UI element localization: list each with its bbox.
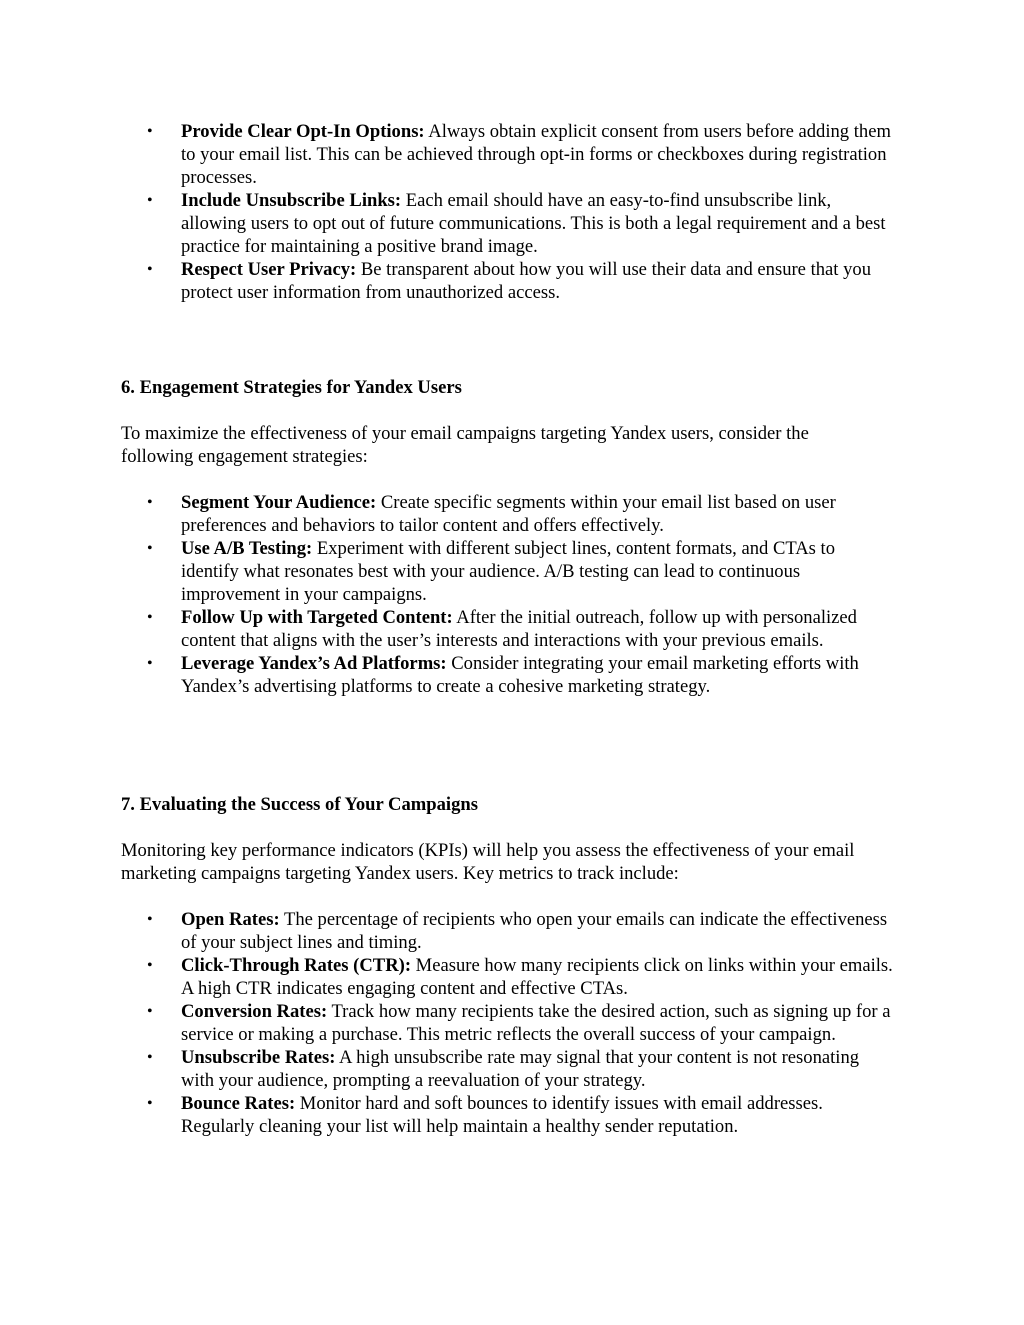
list-item-text: A high unsubscribe rate may signal that your content is not resonating with your audience, prompting a reevaluation of your strategy. bbox=[181, 1047, 860, 1091]
list-item bbox=[0, 954, 896, 1000]
list-item-term: Unsubscribe Rates: bbox=[181, 1047, 336, 1068]
list-item-text: After the initial outreach, follow up with personalized content that aligns with the user’s interests and interactions with your previous emails. bbox=[181, 607, 857, 651]
bullet-icon: • bbox=[147, 261, 153, 278]
list-item-term: Segment Your Audience: bbox=[181, 492, 377, 513]
bullet-icon: • bbox=[147, 609, 153, 626]
list-item-text: Monitor hard and soft bounces to identify issues with email addresses. Regularly cleaning your list will help maintain a healthy sender reputation. bbox=[181, 1093, 823, 1137]
list-item-term: Provide Clear Opt-In Options: bbox=[181, 121, 425, 142]
list-item-term: Use A/B Testing: bbox=[181, 538, 313, 559]
section-7-heading: 7. Evaluating the Success of Your Campaigns bbox=[121, 794, 478, 815]
list-item bbox=[0, 537, 896, 606]
bullet-icon: • bbox=[147, 494, 153, 511]
list-item-text: Experiment with different subject lines, content formats, and CTAs to identify what resonates best with your audience. A/B testing can lead to continuous improvement in your campaigns. bbox=[181, 538, 836, 605]
list-item bbox=[0, 258, 896, 304]
list-item-text: Measure how many recipients click on links within your emails. A high CTR indicates engaging content and effective CTAs. bbox=[181, 955, 893, 999]
list-item-term: Follow Up with Targeted Content: bbox=[181, 607, 453, 628]
list-item bbox=[0, 1000, 896, 1046]
list-item bbox=[0, 120, 896, 189]
list-item-term: Bounce Rates: bbox=[181, 1093, 296, 1114]
section-7-intro: Monitoring key performance indicators (KPIs) will help you assess the effectiveness of your email marketing campaigns targeting Yandex users. Key metrics to track include: bbox=[121, 840, 855, 884]
list-item-term: Include Unsubscribe Links: bbox=[181, 190, 402, 211]
list-item-term: Conversion Rates: bbox=[181, 1001, 328, 1022]
list-item bbox=[0, 1092, 896, 1138]
bullet-icon: • bbox=[147, 911, 153, 928]
list-item bbox=[0, 606, 896, 652]
list-item bbox=[0, 189, 896, 258]
kpi-metrics-list bbox=[0, 908, 1024, 1138]
list-item-text: The percentage of recipients who open your emails can indicate the effectiveness of your subject lines and timing. bbox=[181, 909, 888, 953]
list-item-text: Be transparent about how you will use their data and ensure that you protect user information from unauthorized access. bbox=[181, 259, 872, 303]
bullet-icon: • bbox=[147, 1049, 153, 1066]
list-item bbox=[0, 1046, 896, 1092]
consent-best-practices-list bbox=[0, 120, 1024, 304]
list-item bbox=[0, 652, 896, 698]
list-item-text: Create specific segments within your email list based on user preferences and behaviors to tailor content and offers effectively. bbox=[181, 492, 836, 536]
list-item-text: Each email should have an easy-to-find unsubscribe link, allowing users to opt out of future communications. This is both a legal requirement and a best practice for maintaining a positive brand image. bbox=[181, 190, 886, 257]
section-6-heading: 6. Engagement Strategies for Yandex Users bbox=[121, 377, 462, 398]
list-item-text: Consider integrating your email marketing efforts with Yandex’s advertising platforms to create a cohesive marketing strategy. bbox=[181, 653, 859, 697]
list-item-term: Leverage Yandex’s Ad Platforms: bbox=[181, 653, 447, 674]
bullet-icon: • bbox=[147, 957, 153, 974]
bullet-icon: • bbox=[147, 1095, 153, 1112]
list-item bbox=[0, 908, 896, 954]
bullet-icon: • bbox=[147, 655, 153, 672]
list-item-term: Respect User Privacy: bbox=[181, 259, 357, 280]
bullet-icon: • bbox=[147, 1003, 153, 1020]
engagement-strategies-list bbox=[0, 491, 1024, 698]
list-item-text: Track how many recipients take the desired action, such as signing up for a service or making a purchase. This metric reflects the overall success of your campaign. bbox=[181, 1001, 891, 1045]
bullet-icon: • bbox=[147, 540, 153, 557]
list-item-text: Always obtain explicit consent from users before adding them to your email list. This can be achieved through opt-in forms or checkboxes during registration processes. bbox=[181, 121, 891, 188]
bullet-icon: • bbox=[147, 192, 153, 209]
section-6-intro: To maximize the effectiveness of your email campaigns targeting Yandex users, consider the following engagement strategies: bbox=[121, 423, 809, 467]
bullet-icon: • bbox=[147, 123, 153, 140]
list-item bbox=[0, 491, 896, 537]
list-item-term: Open Rates: bbox=[181, 909, 280, 930]
list-item-term: Click-Through Rates (CTR): bbox=[181, 955, 412, 976]
